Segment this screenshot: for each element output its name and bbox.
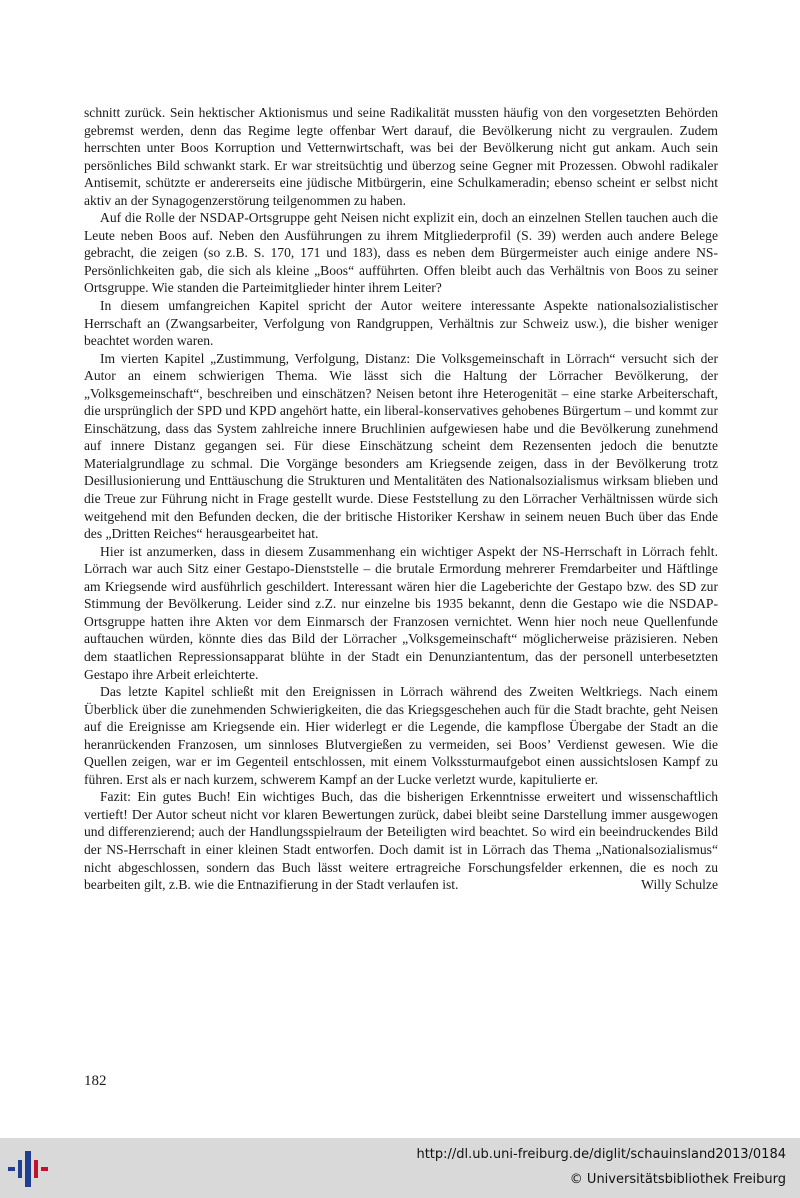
paragraph-7-text: Fazit: Ein gutes Buch! Ein wichtiges Buch, das die bisherigen Erkenntnisse erweitert und wissenschaftlich vertieft! Der Autor scheut nicht vor klaren Bewertungen zurück, dabei bleibt seine Darstellung immer ausgewogen und differenzierend; auch der Handlungsspielraum der Beteiligten wird beachtet. So wird ein beeindruckendes Bild der NS-Herrschaft in einer kleinen Stadt entworfen. Doch damit ist in Lörrach das Thema „Nationalsozialismus“ nicht abgeschlossen, sondern das Buch lässt weitere ertragreiche Forschungsfelder erkennen, die es noch zu bearbeiten gilt, z.B. wie die Entnazifierung in der Stadt verlaufen ist. xyxy=(84,789,718,893)
footer-bar xyxy=(0,1138,800,1198)
copyright-notice: © Universitätsbibliothek Freiburg xyxy=(569,1172,786,1187)
page-number: 182 xyxy=(84,1073,107,1089)
paragraph-4: Im vierten Kapitel „Zustimmung, Verfolgung, Distanz: Die Volksgemeinschaft in Lörrach“ versucht sich der Autor an einem schwierigen Thema. Wie lässt sich die Haltung der Lörracher Bevölkerung, der „Volksgemeinschaft“, beschreiben und einschätzen? Neisen betont ihre Heterogenität – eine starke Arbeiterschaft, die ursprünglich der SPD und KPD angehört hatte, ein liberal-konservatives gehobenes Bürgertum – und kommt zur Einschätzung, dass das System zahlreiche innere Bruchlinien aufgewiesen habe und die Bevölkerung zunehmend auf innere Distanz gegangen sei. Für diese Einschätzung scheint dem Rezensenten jedoch die benutzte Materialgrundlage zu schmal. Die Vorgänge besonders am Kriegsende zeigen, dass in der Bevölkerung trotz Desillusionierung und Enttäuschung die Strukturen und Mentalitäten des Nationalsozialismus wirksam blieben und die Treue zur Führung nicht in Frage gestellt wurde. Diese Feststellung zu den Lörracher Verhältnissen würde sich weitgehend mit den Befunden decken, die der britische Historiker Kershaw in seinem neuen Buch über das Ende des „Dritten Reiches“ herausgearbeitet hat. xyxy=(84,350,718,542)
paragraph-5: Hier ist anzumerken, dass in diesem Zusammenhang ein wichtiger Aspekt der NS-Herrschaft in Lörrach fehlt. Lörrach war auch Sitz einer Gestapo-Dienststelle – die brutale Ermordung mehrerer Fremdarbeiter und Häftlinge am Kriegsende wird ausführlich geschildert. Interessant wären hier die Lageberichte der Gestapo bzw. des SD zur Stimmung der Bevölkerung. Leider sind z.Z. nur einzelne bis 1935 bekannt, denn die Gestapo wie die NSDAP-Ortsgruppe hatten ihre Akten vor dem Einmarsch der Franzosen vernichtet. Wenn hier noch neue Quellenfunde auftauchen würden, könnte dies das Bild der Lörracher „Volksgemeinschaft“ möglicherweise präzisieren. Neben dem staatlichen Repressionsapparat blühte in der Stadt ein Denunziantentum, das der personell unterbesetzten Gestapo ihre Arbeit erleichterte. xyxy=(84,543,718,682)
paragraph-7 xyxy=(84,788,718,893)
paragraph-2: Auf die Rolle der NSDAP-Ortsgruppe geht Neisen nicht explizit ein, doch an einzelnen Stellen tauchen auch die Leute neben Boos auf. Neben den Ausführungen zu ihrem Mitgliederprofil (S. 39) werden auch andere Belege gebracht, die zeigen (so z.B. S. 170, 171 und 183), dass es neben dem Bürgermeister auch einige andere NS-Persönlichkeiten gab, die sich als kleine „Boos“ aufführten. Offen bleibt auch das Verhältnis von Boos zu seiner Ortsgruppe. Wie standen die Parteimitglieder hinter ihrem Leiter? xyxy=(84,210,718,296)
source-url-link[interactable]: http://dl.ub.uni-freiburg.de/diglit/schauinsland2013/0184 xyxy=(416,1147,786,1162)
paragraph-3: In diesem umfangreichen Kapitel spricht der Autor weitere interessante Aspekte nationalsozialistischer Herrschaft an (Zwangsarbeiter, Verfolgung von Randgruppen, Verhältnis zur Schweiz usw.), die bisher weniger beachtet worden waren. xyxy=(84,298,718,349)
paragraph-6: Das letzte Kapitel schließt mit den Ereignissen in Lörrach während des Zweiten Weltkriegs. Nach einem Überblick über die zunehmenden Schwierigkeiten, die das Kriegsgeschehen auch für die Stadt brachte, geht Neisen auf die Ereignisse am Kriegsende ein. Hier widerlegt er die Legende, die kampflose Übergabe der Stadt an die heranrückenden Franzosen, um sinnloses Blutvergießen zu vermeiden, sei Boos’ Verdienst gewesen. Wie die Quellen zeigen, war er im Gegenteil entschlossen, mit einem Volkssturmaufgebot einen aussichtslosen Kampf zu führen. Erst als er nach kurzem, schwerem Kampf an der Lucke verletzt wurde, kapitulierte er. xyxy=(84,684,718,787)
article-text xyxy=(84,104,718,894)
paragraph-1: schnitt zurück. Sein hektischer Aktionismus und seine Radikalität mussten häufig von den vorgesetzten Behörden gebremst werden, denn das Regime legte offenbar Wert darauf, die Bevölkerung nicht zu vergraulen. Zudem herrschten unter Boos Korruption und Vetternwirtschaft, was bei der Bevölkerung nicht gut ankam. Auch sein persönliches Bild schwankt stark. Er war streitsüchtig und überzog seine Gegner mit Prozessen. Obwohl radikaler Antisemit, schützte er andererseits eine jüdische Mitbürgerin, eine Schulkameradin; ebenso scheint er selbst nicht aktiv an der Synagogenzerstörung teilgenommen zu haben. xyxy=(84,105,718,208)
author-signature: Willy Schulze xyxy=(641,877,718,893)
ub-freiburg-logo-icon xyxy=(6,1151,50,1187)
